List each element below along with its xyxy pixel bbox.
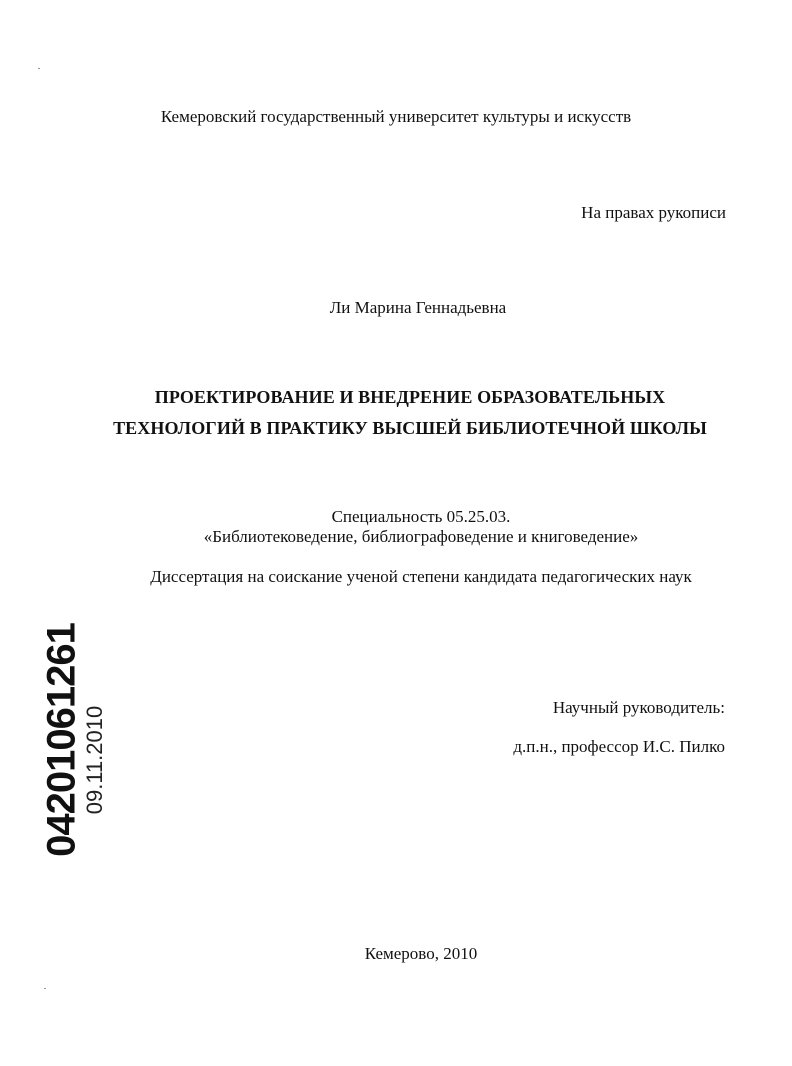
degree-statement: Диссертация на соискание ученой степени кандидата педагогических наук bbox=[150, 567, 692, 586]
scan-speck bbox=[44, 988, 46, 989]
university-name: Кемеровский государственный университет культуры и искусств bbox=[160, 107, 632, 126]
dissertation-title-line-2: ТЕХНОЛОГИЙ В ПРАКТИКУ ВЫСШЕЙ БИБЛИОТЕЧНОЙ ШКОЛЫ bbox=[113, 418, 707, 438]
scan-speck bbox=[38, 68, 40, 69]
dissertation-title-line-1: ПРОЕКТИРОВАНИЕ И ВНЕДРЕНИЕ ОБРАЗОВАТЕЛЬНЫХ bbox=[154, 387, 666, 407]
specialty-code: Специальность 05.25.03. bbox=[331, 507, 511, 526]
supervisor-name: д.п.н., профессор И.С. Пилко bbox=[513, 737, 725, 756]
author-name: Ли Марина Геннадьевна bbox=[329, 298, 507, 317]
supervisor-label: Научный руководитель: bbox=[552, 698, 725, 717]
city-year: Кемерово, 2010 bbox=[364, 944, 478, 963]
stamp-number: 04201061261 bbox=[39, 623, 84, 857]
stamp-date: 09.11.2010 bbox=[82, 705, 107, 815]
manuscript-note: На правах рукописи bbox=[581, 203, 726, 222]
specialty-name: «Библиотековедение, библиографоведение и книговедение» bbox=[203, 527, 639, 546]
